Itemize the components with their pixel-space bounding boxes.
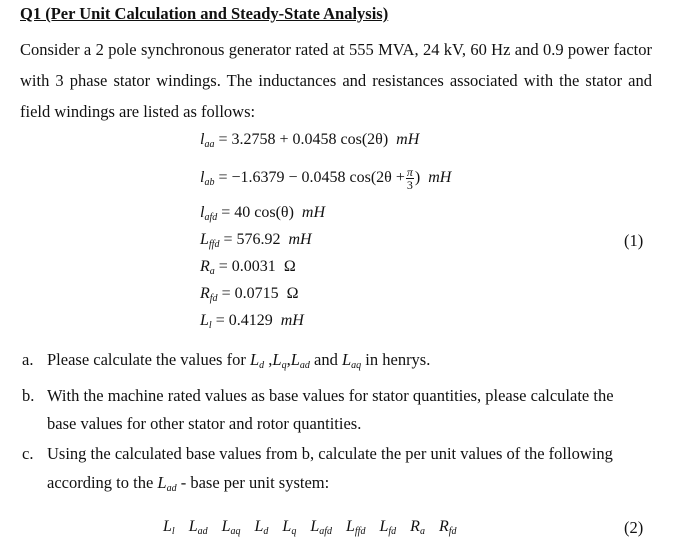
pu-symbol: $L_d$ — [254, 518, 269, 537]
equation-lffd: $L_{ffd} = 576.92$ mH — [200, 231, 312, 250]
equation-ra: $R_a = 0.0031$ Ω — [200, 258, 296, 277]
item-b-line2: base values for other stator and rotor quantities. — [47, 414, 362, 433]
pu-symbol: $L_{ffd}$ — [346, 518, 366, 537]
item-c-letter: c. — [22, 444, 34, 463]
equation-laa: $l_{aa} = 3.2758 + 0.0458$ cos(2θ) mH — [200, 131, 420, 150]
equation-number-1: (1) — [624, 231, 644, 250]
item-c-line1: Using the calculated base values from b, calculate the per unit values of the following — [47, 444, 613, 463]
per-unit-symbol-list — [163, 518, 467, 537]
equation-ll: $L_l = 0.4129$ mH — [200, 312, 304, 331]
pu-symbol: $L_{fd}$ — [379, 518, 397, 537]
equation-lafd: $l_{afd} = 40$ cos(θ) mH — [200, 204, 326, 223]
pi-over-3-fraction: $\frac{\pi}{3}$ — [406, 165, 413, 192]
equation-rfd: $R_{fd} = 0.0715$ Ω — [200, 285, 299, 304]
item-b-letter: b. — [22, 386, 35, 405]
pu-symbol: $R_a$ — [410, 518, 425, 537]
pu-symbol: $L_{afd}$ — [310, 518, 332, 537]
question-title: Q1 (Per Unit Calculation and Steady-State Analysis) — [20, 4, 389, 23]
pu-symbol: $L_{ad}$ — [188, 518, 208, 537]
intro-paragraph: Consider a 2 pole synchronous generator rated at 555 MVA, 24 kV, 60 Hz and 0.9 power factor with 3 phase stator windings. The inductances and resistances associated with the stator and field windings are listed as follows: — [20, 40, 652, 121]
pu-symbol: $L_l$ — [163, 518, 175, 537]
pu-symbol: $R_{fd}$ — [438, 518, 457, 537]
item-c-line2: according to the $L_{ad}$ - base per unit system: — [47, 473, 330, 494]
equation-number-2: (2) — [624, 518, 644, 537]
equation-lab: $l_{ab} = -1.6379 - 0.0458$ cos(2θ + $\frac{\pi}{3}$ ) mH — [200, 165, 452, 192]
item-a-letter: a. — [22, 350, 34, 369]
item-b-line1: With the machine rated values as base values for stator quantities, please calculate the — [47, 386, 614, 405]
pu-symbol: $L_{aq}$ — [221, 518, 241, 537]
pu-symbol: $L_q$ — [282, 518, 297, 537]
item-a-text: Please calculate the values for $L_d$ $,L_q,L_{ad}$ and $L_{aq}$ in henrys. — [47, 350, 431, 371]
